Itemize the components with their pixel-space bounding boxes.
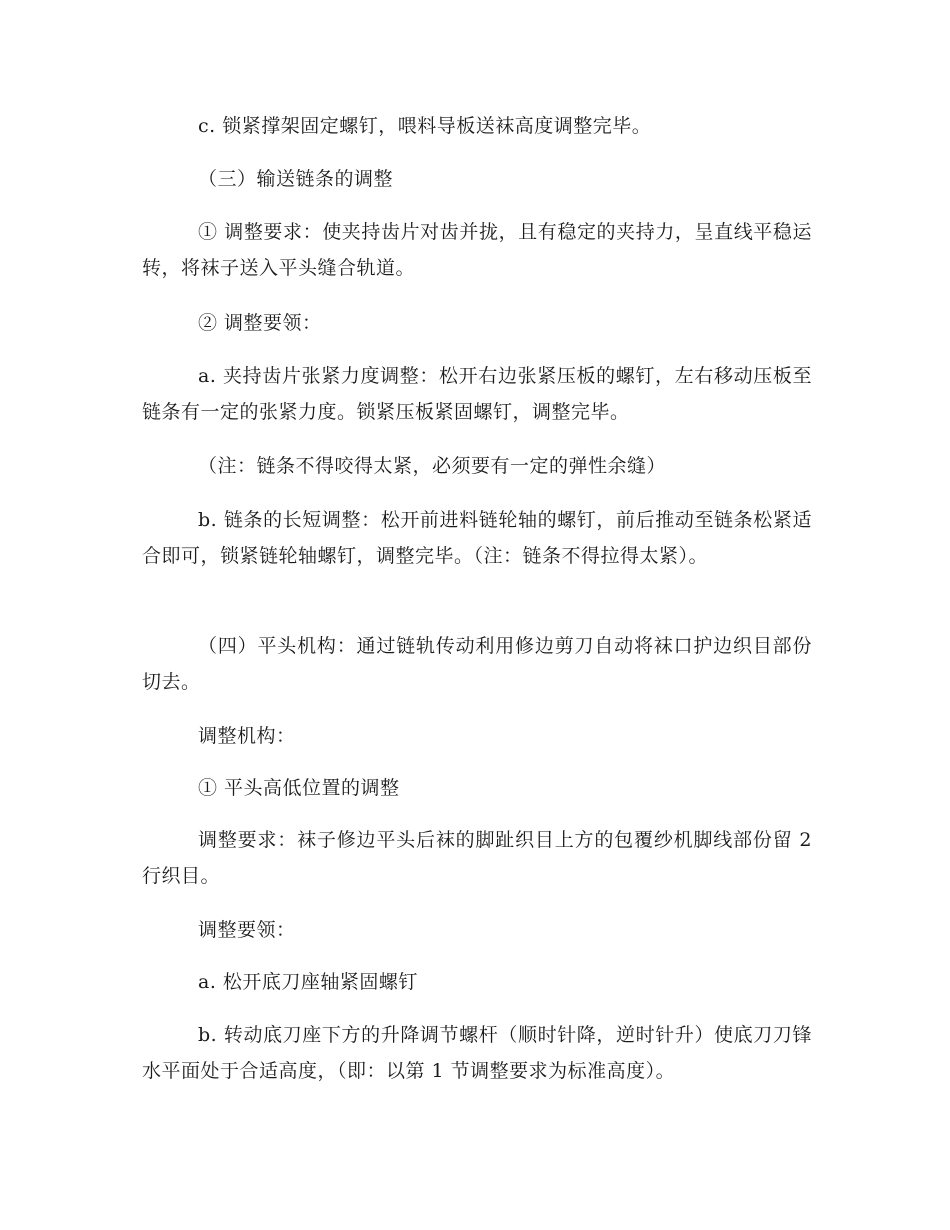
section-heading-flat-head: （四）平头机构：通过链轨传动利用修边剪刀自动将袜口护边织目部份切去。 <box>142 635 812 693</box>
section-heading-conveyor-chain: （三）输送链条的调整 <box>198 168 394 190</box>
paragraph-adjustment-requirement: ① 调整要求：使夹持齿片对齿并拢，且有稳定的夹持力，呈直线平稳运转，将袜子送入平头缝合轨道。 <box>142 221 812 279</box>
paragraph-tension-adjustment: a. 夹持齿片张紧力度调整：松开右边张紧压板的螺钉，左右移动压板至链条有一定的张紧力度。锁紧压板紧固螺钉，调整完毕。 <box>142 365 812 423</box>
paragraph-loosen-screw: a. 松开底刀座轴紧固螺钉 <box>198 971 418 993</box>
paragraph-chain-length: b. 链条的长短调整：松开前进料链轮轴的螺钉，前后推动至链条松紧适合即可，锁紧链轮轴螺钉，调整完毕。（注：链条不得拉得太紧）。 <box>142 509 812 567</box>
paragraph-chain-note: （注：链条不得咬得太紧，必须要有一定的弹性余缝） <box>198 455 667 477</box>
paragraph-height-position: ① 平头高低位置的调整 <box>198 777 400 799</box>
paragraph-adjustment-mechanism: 调整机构： <box>198 725 296 747</box>
paragraph-adjustment-essentials-2: 调整要领： <box>198 919 296 941</box>
paragraph-adjustment-essentials: ② 调整要领： <box>198 312 322 334</box>
paragraph-lock-bracket: c. 锁紧撑架固定螺钉，喂料导板送袜高度调整完毕。 <box>198 115 652 137</box>
paragraph-trim-requirement: 调整要求：袜子修边平头后袜的脚趾织目上方的包覆纱机脚线部份留 2 行织目。 <box>142 829 812 887</box>
paragraph-rotate-screw: b. 转动底刀座下方的升降调节螺杆（顺时针降，逆时针升）使底刀刀锋水平面处于合适高度，（即：以第 1 节调整要求为标准高度）。 <box>142 1024 812 1082</box>
